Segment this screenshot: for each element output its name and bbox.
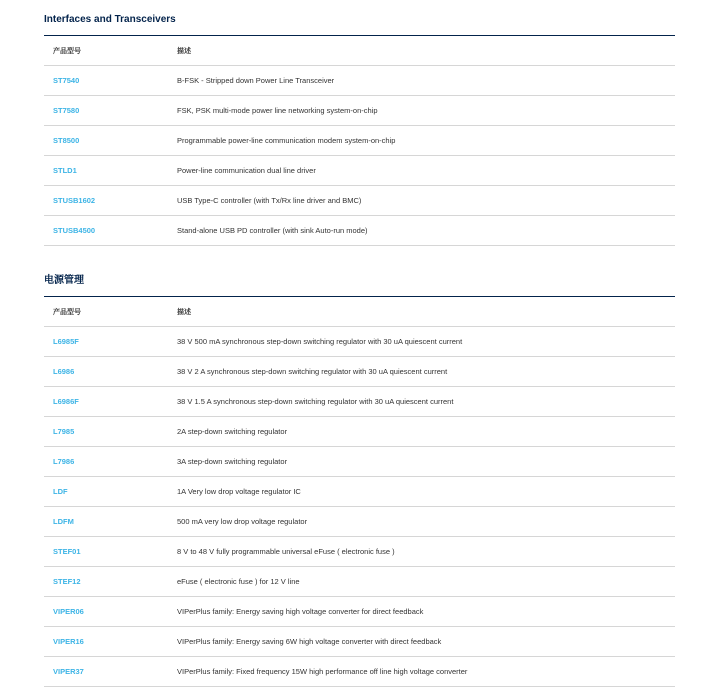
part-description: Power-line communication dual line driver	[171, 156, 675, 186]
part-link-viper06[interactable]: VIPER06	[53, 607, 84, 616]
part-link-stusb4500[interactable]: STUSB4500	[53, 226, 96, 235]
part-link-stef01[interactable]: STEF01	[53, 547, 81, 556]
table-row	[44, 447, 675, 477]
part-description: FSK, PSK multi-mode power line networking system-on-chip	[171, 96, 675, 126]
table-row	[44, 507, 675, 537]
part-description: VIPerPlus family: Energy saving high voltage converter for direct feedback	[171, 597, 675, 627]
part-description: 3A step-down switching regulator	[171, 447, 675, 477]
part-link-ldf[interactable]: LDF	[53, 487, 68, 496]
table-row	[44, 477, 675, 507]
part-description: VIPerPlus family: Energy saving 6W high voltage converter with direct feedback	[171, 627, 675, 657]
table-row	[44, 327, 675, 357]
part-description: eFuse ( electronic fuse ) for 12 V line	[171, 567, 675, 597]
part-description: B-FSK - Stripped down Power Line Transceiver	[171, 66, 675, 96]
part-description: USB Type-C controller (with Tx/Rx line driver and BMC)	[171, 186, 675, 216]
table-row	[44, 627, 675, 657]
part-link-stld1[interactable]: STLD1	[53, 166, 77, 175]
part-link-l6986f[interactable]: L6986F	[53, 397, 79, 406]
part-description: Stand-alone USB PD controller (with sink Auto-run mode)	[171, 216, 675, 246]
table-header-row	[44, 297, 675, 327]
column-header-description: 描述	[171, 297, 675, 327]
part-description: VIPerPlus family: Fixed frequency 15W high performance off line high voltage converter	[171, 657, 675, 687]
part-link-viper37[interactable]: VIPER37	[53, 667, 84, 676]
table-header-row	[44, 36, 675, 66]
part-link-ldfm[interactable]: LDFM	[53, 517, 74, 526]
part-description: Programmable power-line communication modem system-on-chip	[171, 126, 675, 156]
section-title-power-management: 电源管理	[44, 275, 84, 286]
part-link-stef12[interactable]: STEF12	[53, 577, 81, 586]
part-link-st7540[interactable]: ST7540	[53, 76, 80, 85]
part-description: 500 mA very low drop voltage regulator	[171, 507, 675, 537]
table-row	[44, 216, 675, 246]
part-description: 1A Very low drop voltage regulator IC	[171, 477, 675, 507]
column-header-description: 描述	[171, 36, 675, 66]
part-link-l6986[interactable]: L6986	[53, 367, 75, 376]
table-row	[44, 417, 675, 447]
part-link-stusb1602[interactable]: STUSB1602	[53, 196, 96, 205]
table-row	[44, 156, 675, 186]
table-row	[44, 186, 675, 216]
part-link-l7985[interactable]: L7985	[53, 427, 75, 436]
table-row	[44, 657, 675, 687]
table-row	[44, 597, 675, 627]
part-description: 38 V 2 A synchronous step-down switching regulator with 30 uA quiescent current	[171, 357, 675, 387]
section-title-interfaces: Interfaces and Transceivers	[44, 14, 176, 25]
interfaces-product-table	[44, 35, 675, 246]
part-description: 38 V 1.5 A synchronous step-down switching regulator with 30 uA quiescent current	[171, 387, 675, 417]
part-link-l7986[interactable]: L7986	[53, 457, 75, 466]
table-row	[44, 357, 675, 387]
table-row	[44, 387, 675, 417]
table-row	[44, 96, 675, 126]
part-description: 8 V to 48 V fully programmable universal eFuse ( electronic fuse )	[171, 537, 675, 567]
part-link-st8500[interactable]: ST8500	[53, 136, 80, 145]
power-management-product-table	[44, 296, 675, 687]
column-header-part-number: 产品型号	[44, 36, 171, 66]
table-row	[44, 66, 675, 96]
part-description: 2A step-down switching regulator	[171, 417, 675, 447]
part-link-l6985f[interactable]: L6985F	[53, 337, 79, 346]
table-row	[44, 567, 675, 597]
part-link-st7580[interactable]: ST7580	[53, 106, 80, 115]
table-row	[44, 126, 675, 156]
part-link-viper16[interactable]: VIPER16	[53, 637, 84, 646]
table-row	[44, 537, 675, 567]
part-description: 38 V 500 mA synchronous step-down switching regulator with 30 uA quiescent current	[171, 327, 675, 357]
column-header-part-number: 产品型号	[44, 297, 171, 327]
